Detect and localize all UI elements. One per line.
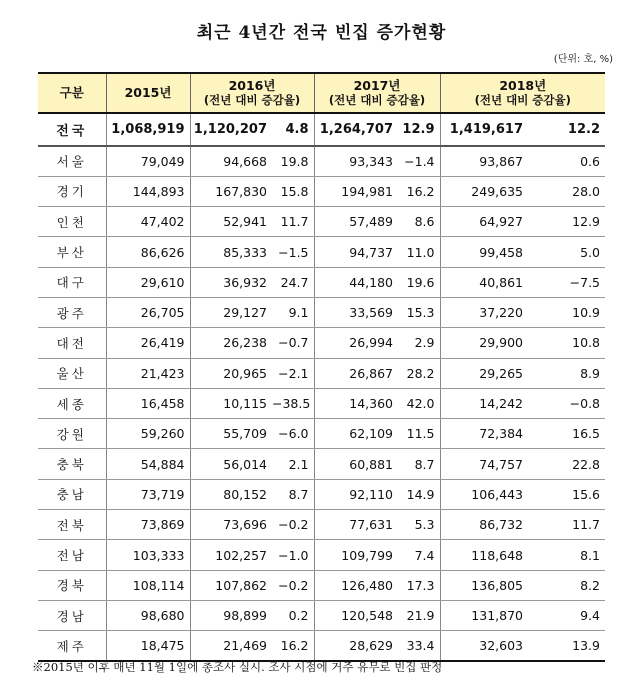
cell-v2015: 16,458 xyxy=(106,388,190,418)
cell-v2015: 26,419 xyxy=(106,328,190,358)
cell-r2016: −1.0 xyxy=(272,540,314,570)
table-row xyxy=(38,388,605,418)
cell-v2015: 26,705 xyxy=(106,297,190,327)
cell-v2015: 18,475 xyxy=(106,631,190,661)
cell-v2017: 26,867 xyxy=(314,358,398,388)
table-body xyxy=(38,113,605,661)
cell-r2018: 16.5 xyxy=(528,419,605,449)
cell-r2017: 15.3 xyxy=(398,297,440,327)
cell-v2018: 99,458 xyxy=(440,237,528,267)
cell-region: 충남 xyxy=(38,479,106,509)
cell-region: 부산 xyxy=(38,237,106,267)
table-row xyxy=(38,570,605,600)
cell-v2018: 106,443 xyxy=(440,479,528,509)
cell-region: 울산 xyxy=(38,358,106,388)
cell-v2017: 62,109 xyxy=(314,419,398,449)
cell-v2017: 194,981 xyxy=(314,176,398,206)
cell-r2016: 8.7 xyxy=(272,479,314,509)
cell-v2017: 14,360 xyxy=(314,388,398,418)
cell-region: 충북 xyxy=(38,449,106,479)
cell-v2016: 52,941 xyxy=(190,207,272,237)
header-2016 xyxy=(190,73,314,113)
table-row xyxy=(38,419,605,449)
cell-v2015: 73,869 xyxy=(106,510,190,540)
cell-r2018: 8.2 xyxy=(528,570,605,600)
cell-region: 전북 xyxy=(38,510,106,540)
cell-v2016: 98,899 xyxy=(190,600,272,630)
cell-r2017: 33.4 xyxy=(398,631,440,661)
cell-region: 경남 xyxy=(38,600,106,630)
cell-v2016: 1,120,207 xyxy=(190,113,272,146)
cell-v2015: 47,402 xyxy=(106,207,190,237)
cell-r2018: 10.9 xyxy=(528,297,605,327)
cell-r2018: 15.6 xyxy=(528,479,605,509)
cell-v2017: 94,737 xyxy=(314,237,398,267)
cell-region: 전국 xyxy=(38,113,106,146)
cell-v2015: 108,114 xyxy=(106,570,190,600)
cell-v2016: 20,965 xyxy=(190,358,272,388)
cell-v2018: 72,384 xyxy=(440,419,528,449)
cell-v2016: 94,668 xyxy=(190,146,272,176)
cell-r2016: 19.8 xyxy=(272,146,314,176)
cell-region: 강원 xyxy=(38,419,106,449)
cell-r2017: 11.5 xyxy=(398,419,440,449)
cell-r2016: 24.7 xyxy=(272,267,314,297)
cell-r2016: 16.2 xyxy=(272,631,314,661)
cell-v2015: 79,049 xyxy=(106,146,190,176)
cell-r2016: −6.0 xyxy=(272,419,314,449)
cell-r2017: 2.9 xyxy=(398,328,440,358)
cell-region: 광주 xyxy=(38,297,106,327)
cell-v2015: 21,423 xyxy=(106,358,190,388)
header-2017-year: 2017년 xyxy=(353,78,401,93)
table-row xyxy=(38,176,605,206)
table-row xyxy=(38,328,605,358)
cell-v2017: 33,569 xyxy=(314,297,398,327)
cell-v2017: 44,180 xyxy=(314,267,398,297)
table-title: 최근 4년간 전국 빈집 증가현황 xyxy=(196,23,447,43)
cell-v2017: 93,343 xyxy=(314,146,398,176)
cell-v2015: 73,719 xyxy=(106,479,190,509)
cell-v2015: 29,610 xyxy=(106,267,190,297)
table-row xyxy=(38,358,605,388)
table-row xyxy=(38,479,605,509)
cell-v2016: 56,014 xyxy=(190,449,272,479)
cell-r2018: 13.9 xyxy=(528,631,605,661)
table-row xyxy=(38,631,605,661)
cell-r2017: −1.4 xyxy=(398,146,440,176)
cell-region: 경북 xyxy=(38,570,106,600)
cell-v2016: 73,696 xyxy=(190,510,272,540)
cell-r2016: −0.2 xyxy=(272,570,314,600)
cell-v2015: 98,680 xyxy=(106,600,190,630)
cell-region: 세종 xyxy=(38,388,106,418)
cell-v2017: 77,631 xyxy=(314,510,398,540)
cell-r2017: 16.2 xyxy=(398,176,440,206)
cell-r2018: 9.4 xyxy=(528,600,605,630)
table-row xyxy=(38,449,605,479)
header-row xyxy=(38,73,605,113)
cell-r2018: 10.8 xyxy=(528,328,605,358)
cell-r2017: 8.6 xyxy=(398,207,440,237)
cell-region: 대전 xyxy=(38,328,106,358)
cell-v2015: 103,333 xyxy=(106,540,190,570)
header-2018-year: 2018년 xyxy=(499,78,547,93)
cell-v2018: 74,757 xyxy=(440,449,528,479)
cell-region: 전남 xyxy=(38,540,106,570)
cell-r2017: 17.3 xyxy=(398,570,440,600)
cell-v2016: 107,862 xyxy=(190,570,272,600)
table-row xyxy=(38,207,605,237)
header-2017 xyxy=(314,73,440,113)
cell-v2015: 86,626 xyxy=(106,237,190,267)
cell-v2018: 64,927 xyxy=(440,207,528,237)
cell-r2016: −1.5 xyxy=(272,237,314,267)
header-2016-sub: (전년 대비 증감율) xyxy=(203,93,301,107)
cell-r2016: 15.8 xyxy=(272,176,314,206)
cell-v2015: 59,260 xyxy=(106,419,190,449)
cell-r2018: 28.0 xyxy=(528,176,605,206)
cell-v2017: 92,110 xyxy=(314,479,398,509)
cell-r2016: 0.2 xyxy=(272,600,314,630)
table-row xyxy=(38,267,605,297)
cell-v2016: 29,127 xyxy=(190,297,272,327)
cell-v2018: 1,419,617 xyxy=(440,113,528,146)
cell-v2016: 26,238 xyxy=(190,328,272,358)
cell-v2017: 57,489 xyxy=(314,207,398,237)
cell-region: 인천 xyxy=(38,207,106,237)
cell-v2017: 1,264,707 xyxy=(314,113,398,146)
cell-r2018: 5.0 xyxy=(528,237,605,267)
cell-v2018: 118,648 xyxy=(440,540,528,570)
cell-v2018: 29,900 xyxy=(440,328,528,358)
header-2015: 2015년 xyxy=(106,73,190,113)
cell-r2016: −38.5 xyxy=(272,388,314,418)
cell-v2018: 93,867 xyxy=(440,146,528,176)
cell-region: 서울 xyxy=(38,146,106,176)
cell-v2016: 102,257 xyxy=(190,540,272,570)
header-2017-sub: (전년 대비 증감율) xyxy=(328,93,426,107)
cell-v2015: 54,884 xyxy=(106,449,190,479)
unit-label: (단위: 호, %) xyxy=(553,54,613,65)
cell-r2017: 7.4 xyxy=(398,540,440,570)
cell-r2018: 0.6 xyxy=(528,146,605,176)
cell-r2018: −7.5 xyxy=(528,267,605,297)
cell-r2016: 11.7 xyxy=(272,207,314,237)
table-row xyxy=(38,600,605,630)
table-row xyxy=(38,237,605,267)
header-2018 xyxy=(440,73,605,113)
cell-v2018: 14,242 xyxy=(440,388,528,418)
table-row xyxy=(38,113,605,146)
cell-v2016: 80,152 xyxy=(190,479,272,509)
cell-r2017: 21.9 xyxy=(398,600,440,630)
cell-r2016: 9.1 xyxy=(272,297,314,327)
cell-r2017: 42.0 xyxy=(398,388,440,418)
cell-r2017: 19.6 xyxy=(398,267,440,297)
cell-v2017: 126,480 xyxy=(314,570,398,600)
cell-r2017: 8.7 xyxy=(398,449,440,479)
cell-v2018: 86,732 xyxy=(440,510,528,540)
vacant-house-table xyxy=(38,72,605,662)
header-region: 구분 xyxy=(38,73,106,113)
cell-v2017: 109,799 xyxy=(314,540,398,570)
cell-region: 경기 xyxy=(38,176,106,206)
cell-v2018: 29,265 xyxy=(440,358,528,388)
cell-r2016: 4.8 xyxy=(272,113,314,146)
cell-r2017: 28.2 xyxy=(398,358,440,388)
cell-v2018: 32,603 xyxy=(440,631,528,661)
cell-r2018: 8.9 xyxy=(528,358,605,388)
cell-v2018: 37,220 xyxy=(440,297,528,327)
footnote: ※2015년 이후 매년 11월 1일에 총조사 실시. 조사 시점에 거주 유무로 빈집 판정 xyxy=(32,660,443,674)
cell-region: 대구 xyxy=(38,267,106,297)
cell-v2016: 10,115 xyxy=(190,388,272,418)
cell-v2015: 1,068,919 xyxy=(106,113,190,146)
table-row xyxy=(38,540,605,570)
cell-r2017: 14.9 xyxy=(398,479,440,509)
cell-r2018: 12.2 xyxy=(528,113,605,146)
cell-v2015: 144,893 xyxy=(106,176,190,206)
cell-r2018: 8.1 xyxy=(528,540,605,570)
cell-r2017: 12.9 xyxy=(398,113,440,146)
cell-v2016: 36,932 xyxy=(190,267,272,297)
cell-v2016: 167,830 xyxy=(190,176,272,206)
cell-v2016: 55,709 xyxy=(190,419,272,449)
cell-r2018: 22.8 xyxy=(528,449,605,479)
table-row xyxy=(38,510,605,540)
cell-r2018: 11.7 xyxy=(528,510,605,540)
header-2018-sub: (전년 대비 증감율) xyxy=(474,93,571,107)
cell-r2016: 2.1 xyxy=(272,449,314,479)
table-row xyxy=(38,297,605,327)
cell-v2018: 249,635 xyxy=(440,176,528,206)
cell-v2018: 136,805 xyxy=(440,570,528,600)
cell-v2017: 60,881 xyxy=(314,449,398,479)
cell-v2017: 26,994 xyxy=(314,328,398,358)
table-row xyxy=(38,146,605,176)
cell-region: 제주 xyxy=(38,631,106,661)
header-2016-year: 2016년 xyxy=(228,78,276,93)
cell-r2016: −0.7 xyxy=(272,328,314,358)
cell-v2017: 28,629 xyxy=(314,631,398,661)
cell-v2017: 120,548 xyxy=(314,600,398,630)
cell-r2017: 11.0 xyxy=(398,237,440,267)
cell-r2016: −2.1 xyxy=(272,358,314,388)
cell-r2016: −0.2 xyxy=(272,510,314,540)
cell-v2018: 40,861 xyxy=(440,267,528,297)
cell-v2016: 21,469 xyxy=(190,631,272,661)
cell-v2016: 85,333 xyxy=(190,237,272,267)
cell-r2017: 5.3 xyxy=(398,510,440,540)
cell-r2018: 12.9 xyxy=(528,207,605,237)
cell-r2018: −0.8 xyxy=(528,388,605,418)
cell-v2018: 131,870 xyxy=(440,600,528,630)
